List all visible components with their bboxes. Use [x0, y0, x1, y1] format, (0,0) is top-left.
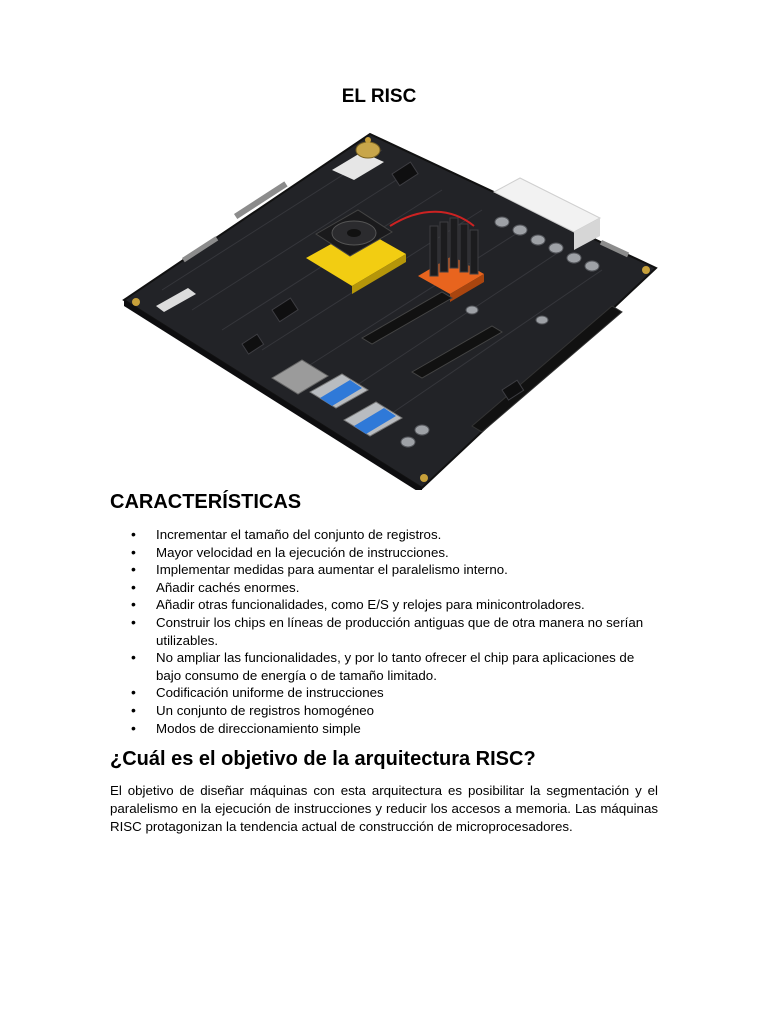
list-item: • Construir los chips en líneas de producción antiguas que de otra manera no serían utilizables.: [110, 614, 660, 649]
section-heading-features: CARACTERÍSTICAS: [110, 491, 302, 513]
list-item: • Añadir otras funcionalidades, como E/S y relojes para minicontroladores.: [110, 596, 660, 614]
list-item: • Incrementar el tamaño del conjunto de registros.: [110, 526, 660, 544]
objective-paragraph: El objetivo de diseñar máquinas con esta arquitectura es posibilitar la segmentación y el paralelismo en la ejecución de instrucciones y reducir los accesos a memoria. Las máquinas RISC protagonizan la tendencia actual de construcción de microprocesadores.: [110, 783, 658, 834]
list-item: • Un conjunto de registros homogéneo: [110, 702, 660, 720]
motherboard-icon: [122, 130, 658, 490]
features-list: [110, 526, 660, 737]
cmos-battery: [356, 142, 380, 158]
section-heading-objective: ¿Cuál es el objetivo de la arquitectura RISC?: [110, 748, 536, 770]
list-item: • Modos de direccionamiento simple: [110, 720, 660, 738]
list-item: • Mayor velocidad en la ejecución de instrucciones.: [110, 544, 660, 562]
page-title: EL RISC: [341, 86, 417, 107]
board-pcb: [124, 134, 656, 488]
list-item: • Implementar medidas para aumentar el paralelismo interno.: [110, 561, 660, 579]
list-item: • No ampliar las funcionalidades, y por lo tanto ofrecer el chip para aplicaciones de bajo consumo de energía o de tamaño limitado.: [110, 649, 660, 684]
list-item: • Añadir cachés enormes.: [110, 579, 660, 597]
motherboard-photo: [122, 130, 658, 490]
list-item: • Codificación uniforme de instrucciones: [110, 684, 660, 702]
